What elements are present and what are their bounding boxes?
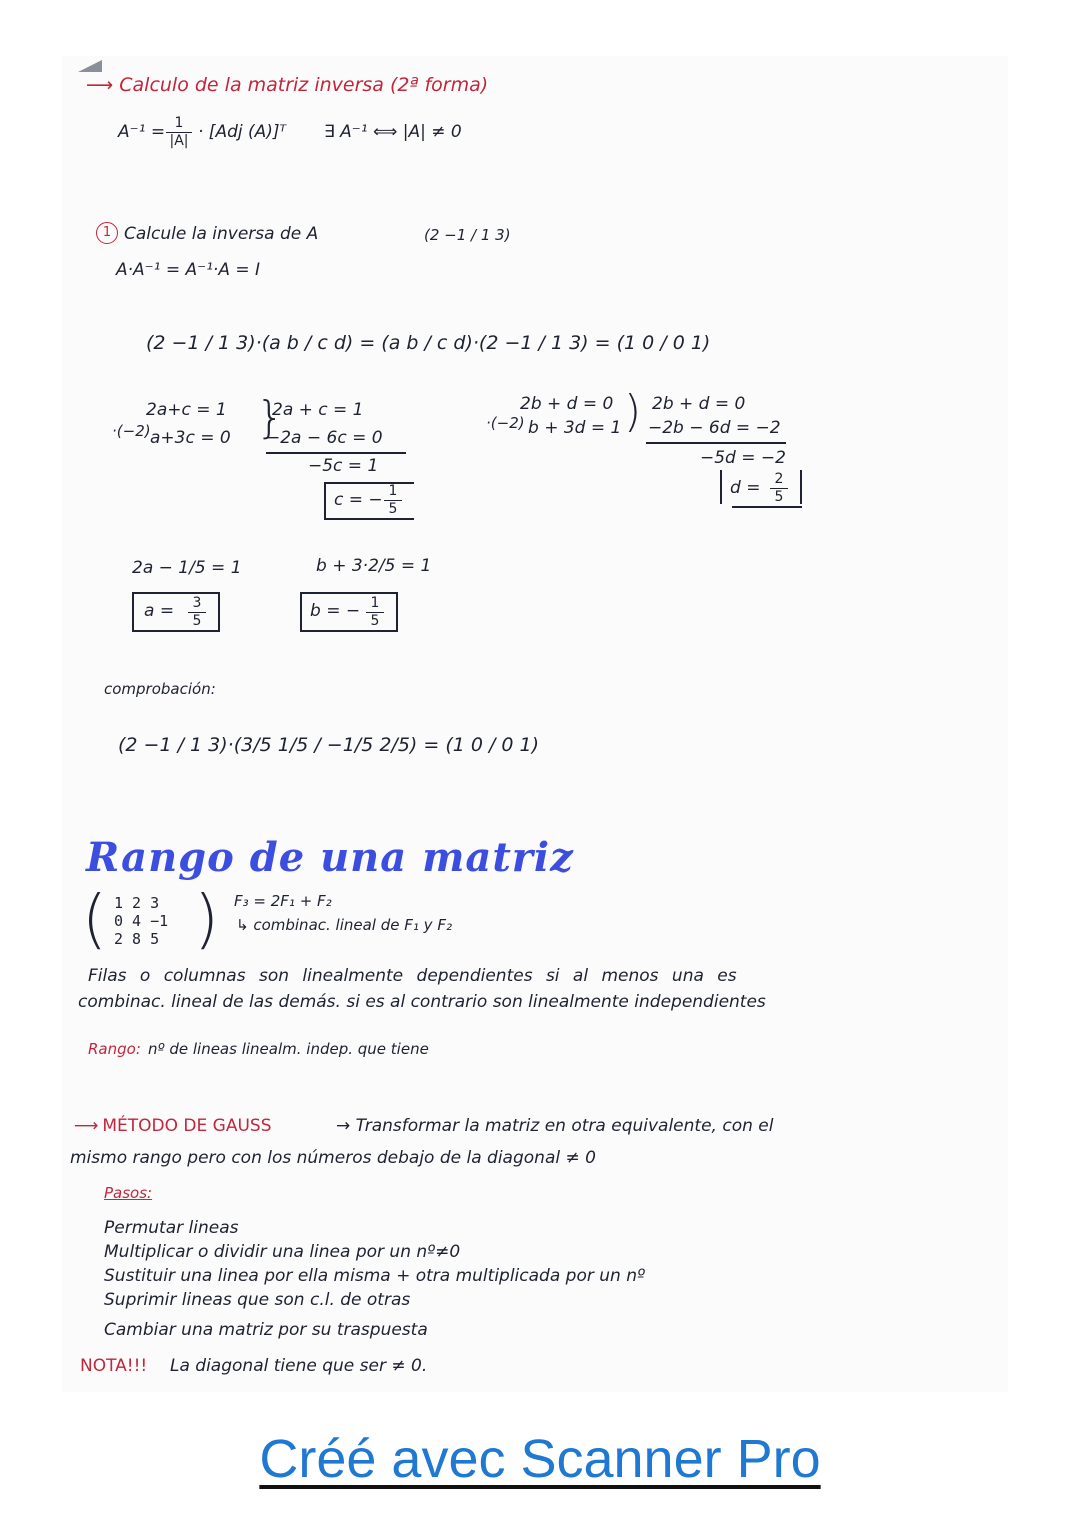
gauss-description-line2: mismo rango pero con los números debajo de la diagonal ≠ 0: [70, 1148, 596, 1168]
d-result-fraction: 2 5: [770, 472, 788, 504]
exercise-statement: Calcule la inversa de A: [124, 224, 319, 244]
system2-sum: −5d = −2: [700, 448, 786, 468]
d-result-underline: [732, 506, 802, 508]
rank-title: Rango de una matriz: [86, 834, 574, 881]
gauss-step-5: Cambiar una matriz por su traspuesta: [104, 1320, 428, 1340]
gauss-title: ⟶ MÉTODO DE GAUSS: [74, 1116, 272, 1136]
system2-multiplier: ·(−2): [486, 414, 525, 432]
scanner-watermark: Créé avec Scanner Pro: [259, 1429, 821, 1489]
rank-matrix-row-3: 2 8 5: [114, 930, 160, 948]
gauss-note-text: La diagonal tiene que ser ≠ 0.: [170, 1356, 428, 1376]
rank-label: Rango:: [88, 1040, 141, 1058]
system2-sum-line: [646, 442, 786, 444]
rank-matrix-right-paren: ): [194, 883, 219, 957]
system1-multiplier: ·(−2): [112, 422, 151, 440]
system2-step2: −2b − 6d = −2: [648, 418, 781, 438]
gauss-steps-label: Pasos:: [104, 1184, 153, 1202]
gauss-step-2: Multiplicar o dividir una linea por un nº≠0: [104, 1242, 461, 1262]
rank-definition: nº de lineas linealm. indep. que tiene: [148, 1040, 429, 1058]
identity-line: A·A⁻¹ = A⁻¹·A = I: [116, 260, 261, 280]
system1-eq2: a+3c = 0: [150, 428, 231, 448]
check-label: comprobación:: [104, 680, 216, 698]
b-result-fraction: 1 5: [366, 596, 384, 628]
product-equation: (2 −1 / 1 3)·(a b / c d) = (a b / c d)·(2 −1 / 1 3) = (1 0 / 0 1): [146, 332, 711, 354]
a-result-fraction: 3 5: [188, 596, 206, 628]
inverse-formula-fraction: 1 |A|: [166, 116, 192, 148]
c-result-fraction: 1 5: [384, 484, 402, 516]
system2-step1: 2b + d = 0: [652, 394, 746, 414]
system1-brace: }: [256, 392, 284, 443]
exercise-matrix: (2 −1 / 1 3): [424, 226, 511, 244]
rank-note-combination: F₃ = 2F₁ + F₂: [234, 892, 332, 910]
system1-sum: −5c = 1: [308, 456, 379, 476]
a-substitution: 2a − 1/5 = 1: [132, 558, 242, 578]
system1-step2: −2a − 6c = 0: [266, 428, 383, 448]
gauss-description-line1: → Transformar la matriz en otra equivalente, con el: [336, 1116, 774, 1136]
inverse-title: ⟶ Calculo de la matriz inversa (2ª forma): [86, 74, 489, 96]
d-result-label: d =: [730, 478, 761, 498]
system2-brace: ): [624, 386, 642, 437]
system2-eq1: 2b + d = 0: [520, 394, 614, 414]
rank-definition-line2: combinac. lineal de las demás. si es al contrario son linealmente independientes: [78, 992, 766, 1012]
system1-eq1: 2a+c = 1: [146, 400, 227, 420]
system1-step1: 2a + c = 1: [272, 400, 364, 420]
gauss-step-1: Permutar lineas: [104, 1218, 239, 1238]
inverse-formula-lhs: A⁻¹ =: [118, 122, 166, 142]
gauss-note-label: NOTA!!!: [80, 1356, 148, 1376]
b-substitution: b + 3·2/5 = 1: [316, 556, 432, 576]
b-result-label: b = −: [310, 601, 361, 621]
exercise-number-badge: 1: [96, 222, 118, 244]
gauss-step-4: Suprimir lineas que son c.l. de otras: [104, 1290, 411, 1310]
a-result-label: a =: [144, 601, 175, 621]
rank-matrix-row-2: 0 4 −1: [114, 912, 169, 930]
rank-definition-line1: Filas o columnas son linealmente dependientes si al menos una es: [88, 966, 737, 986]
notebook-page: [62, 56, 1008, 1392]
gauss-step-3: Sustituir una linea por ella misma + otra multiplicada por un nº: [104, 1266, 645, 1286]
rank-matrix-left-paren: (: [82, 883, 107, 957]
c-result-label: c = −: [334, 490, 383, 510]
inverse-formula-adjugate: · [Adj (A)]ᵀ: [198, 122, 287, 142]
inverse-exists-condition: ∃ A⁻¹ ⟺ |A| ≠ 0: [324, 122, 462, 142]
rank-note-linear: ↳ combinac. lineal de F₁ y F₂: [236, 916, 452, 934]
system1-sum-line: [266, 452, 406, 454]
page-corner-icon: [78, 60, 104, 74]
system2-eq2: b + 3d = 1: [528, 418, 622, 438]
check-equation: (2 −1 / 1 3)·(3/5 1/5 / −1/5 2/5) = (1 0 / 0 1): [118, 734, 540, 756]
rank-matrix-row-1: 1 2 3: [114, 894, 160, 912]
